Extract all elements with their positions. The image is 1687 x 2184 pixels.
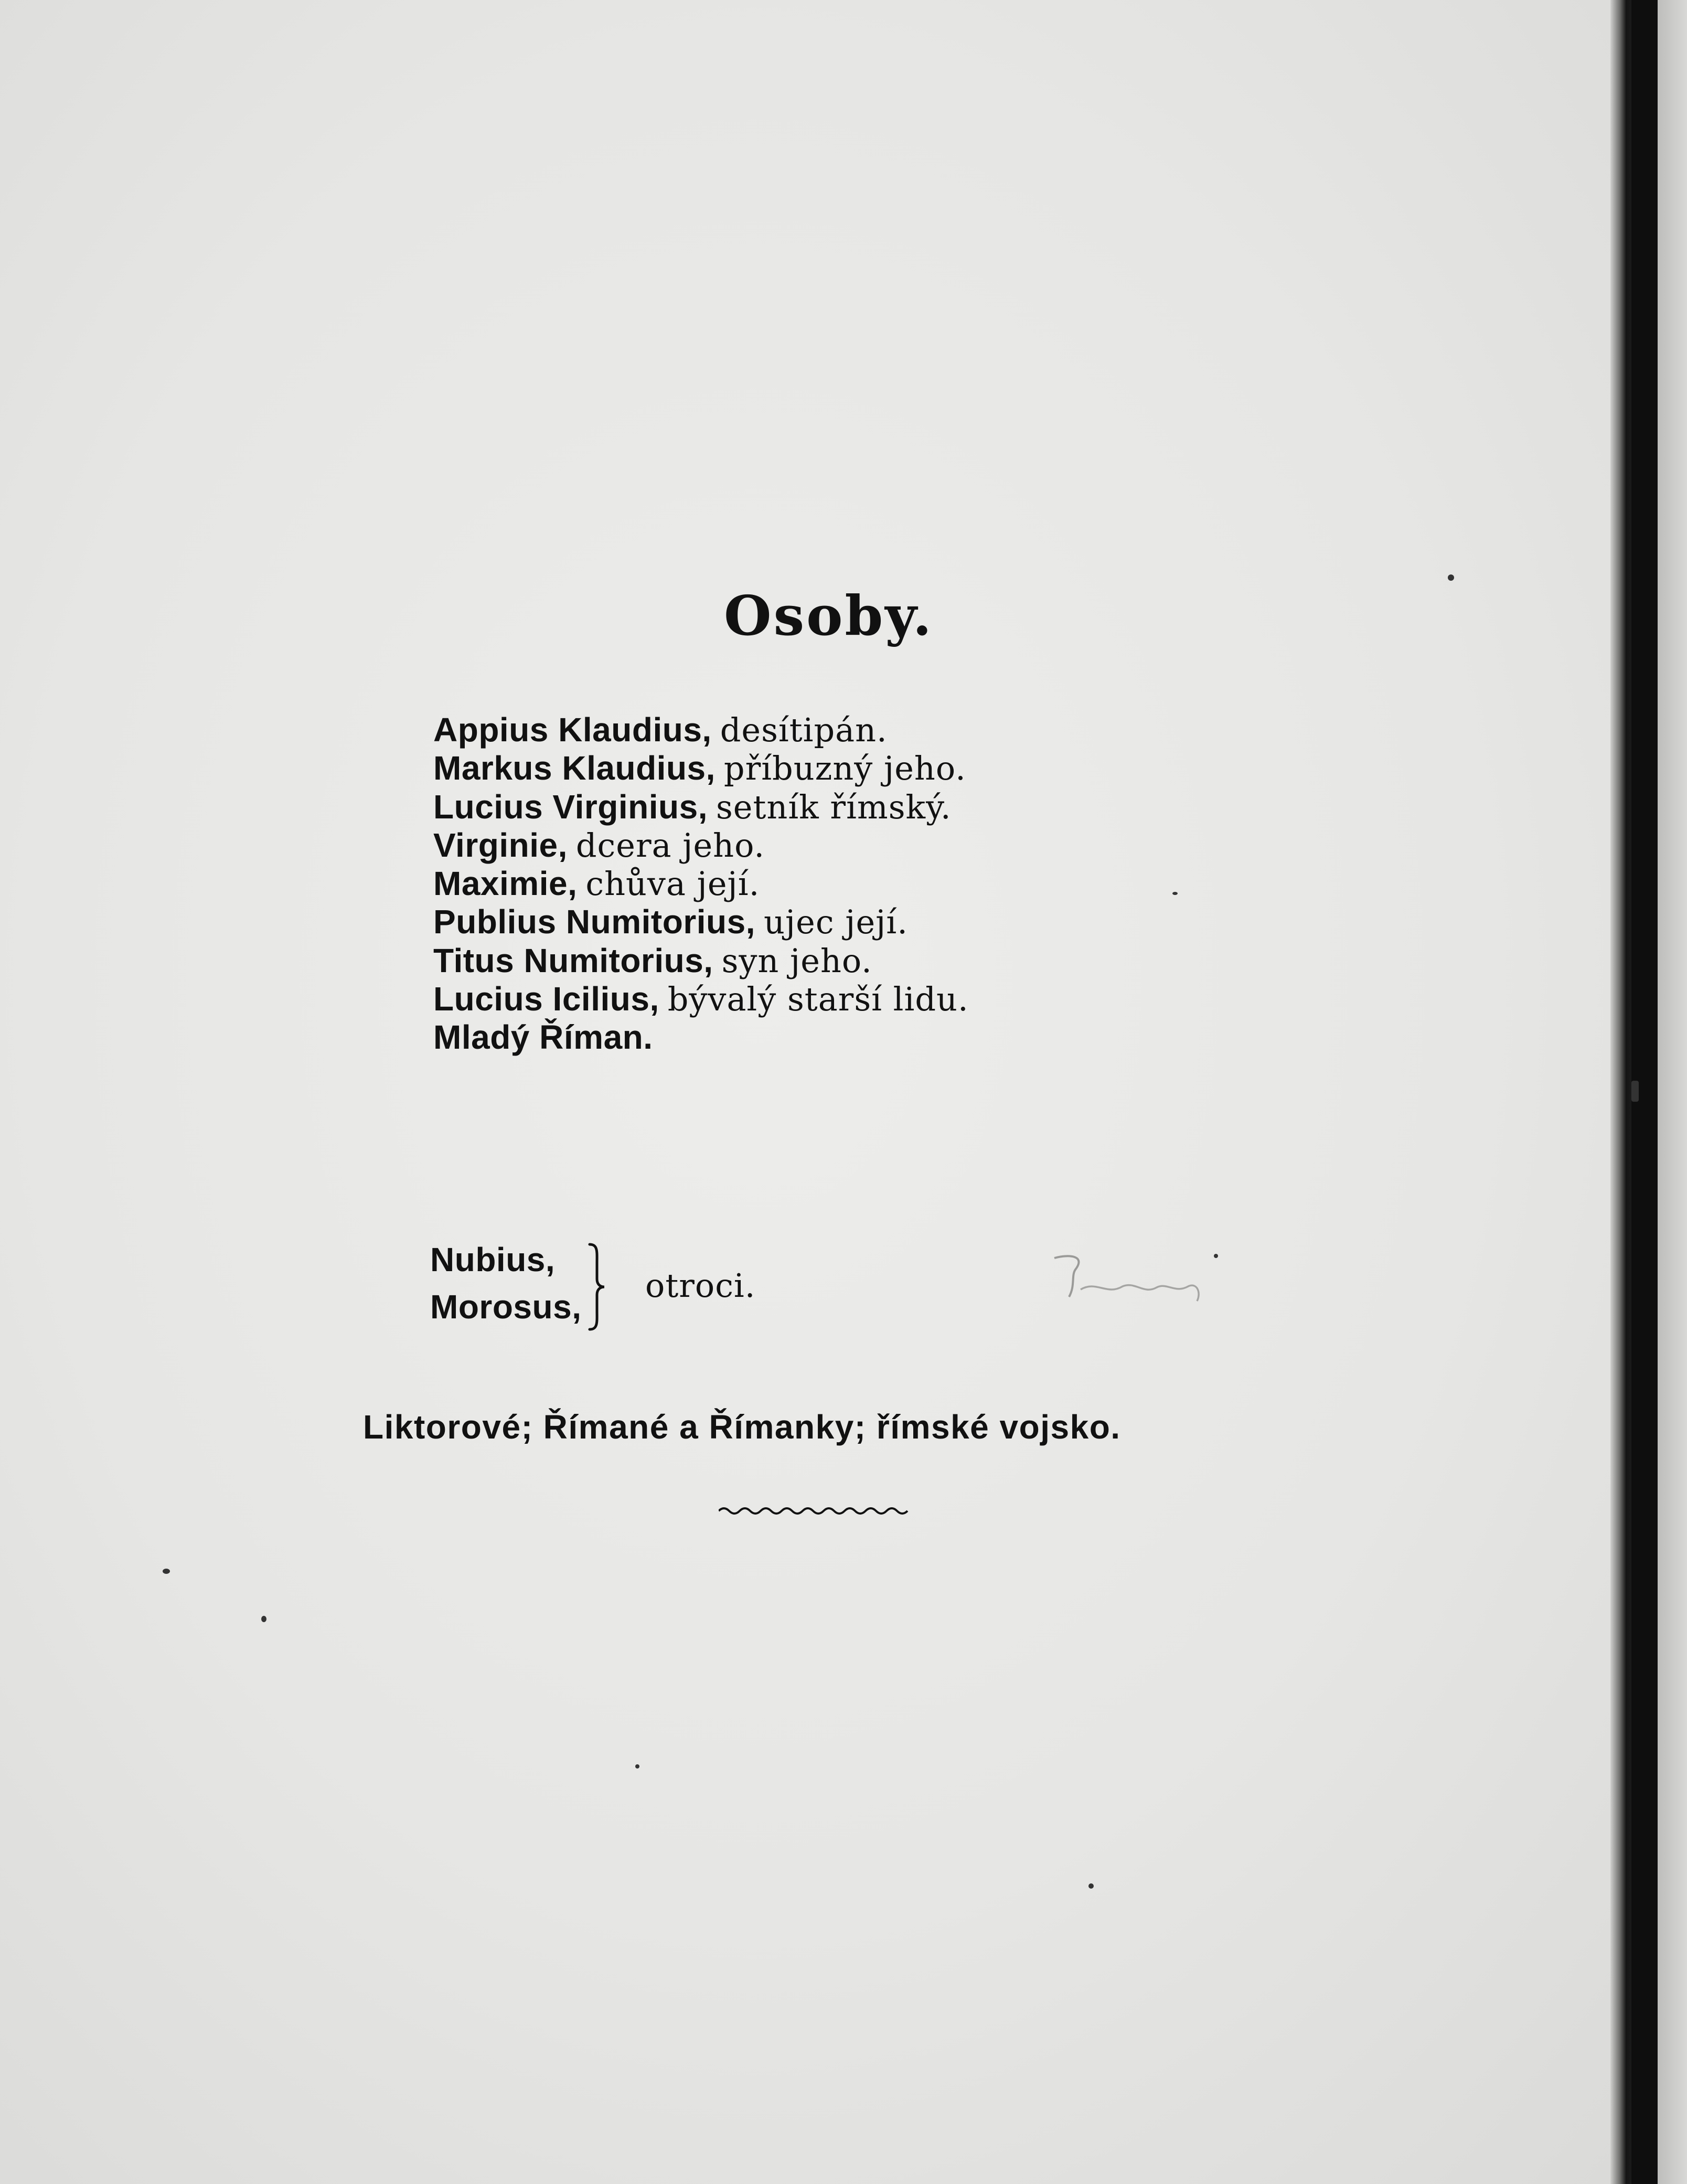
character-row — [433, 1018, 969, 1057]
character-row — [433, 980, 969, 1018]
character-description: syn jeho. — [721, 941, 872, 980]
slaves-label: otroci. — [645, 1266, 756, 1305]
slave-name: Nubius, — [430, 1241, 556, 1279]
paper-speck — [163, 1569, 170, 1574]
character-description: dcera jeho. — [575, 826, 765, 865]
character-row — [433, 711, 969, 749]
character-name: Mladý Říman. — [433, 1018, 653, 1057]
character-name: Markus Klaudius, — [433, 749, 716, 787]
character-name: Publius Numitorius, — [433, 903, 755, 941]
character-description: setník římský. — [716, 787, 952, 826]
character-name: Appius Klaudius, — [433, 711, 712, 749]
character-description: ujec její. — [763, 903, 908, 942]
character-name: Virginie, — [433, 826, 568, 864]
character-description: příbuzný jeho. — [723, 749, 966, 788]
page-title: Osoby. — [724, 583, 934, 648]
paper-speck — [261, 1616, 266, 1622]
slave-name: Morosus, — [430, 1288, 582, 1326]
character-name: Lucius Icilius, — [433, 980, 659, 1018]
paper-speck — [1448, 574, 1454, 581]
character-row — [433, 942, 969, 980]
character-row — [433, 865, 969, 903]
paper-speck — [1088, 1883, 1094, 1889]
paper-speck — [1172, 892, 1178, 895]
character-name: Maximie, — [433, 865, 578, 903]
extras-line: Liktorové; Římané a Římanky; římské vojsko. — [363, 1408, 1121, 1446]
slave-names — [430, 1236, 581, 1330]
character-list — [433, 711, 969, 1057]
page-edge-shadow — [1610, 0, 1631, 2184]
character-name: Titus Numitorius, — [433, 941, 713, 979]
next-page-edge — [1658, 0, 1687, 2184]
character-description: chůva její. — [585, 865, 760, 903]
handwritten-pencil-mark — [1044, 1249, 1222, 1317]
wavy-rule-ornament — [719, 1503, 913, 1519]
character-row — [433, 826, 969, 865]
character-name: Lucius Virginius, — [433, 787, 708, 826]
character-row — [433, 749, 969, 787]
character-row — [433, 788, 969, 826]
character-row — [433, 903, 969, 941]
paper-speck — [1631, 1081, 1639, 1102]
character-description: desítipán. — [720, 711, 888, 749]
paper-speck — [635, 1764, 639, 1768]
character-description: bývalý starší lidu. — [667, 980, 969, 1019]
curly-brace-icon — [586, 1242, 607, 1331]
